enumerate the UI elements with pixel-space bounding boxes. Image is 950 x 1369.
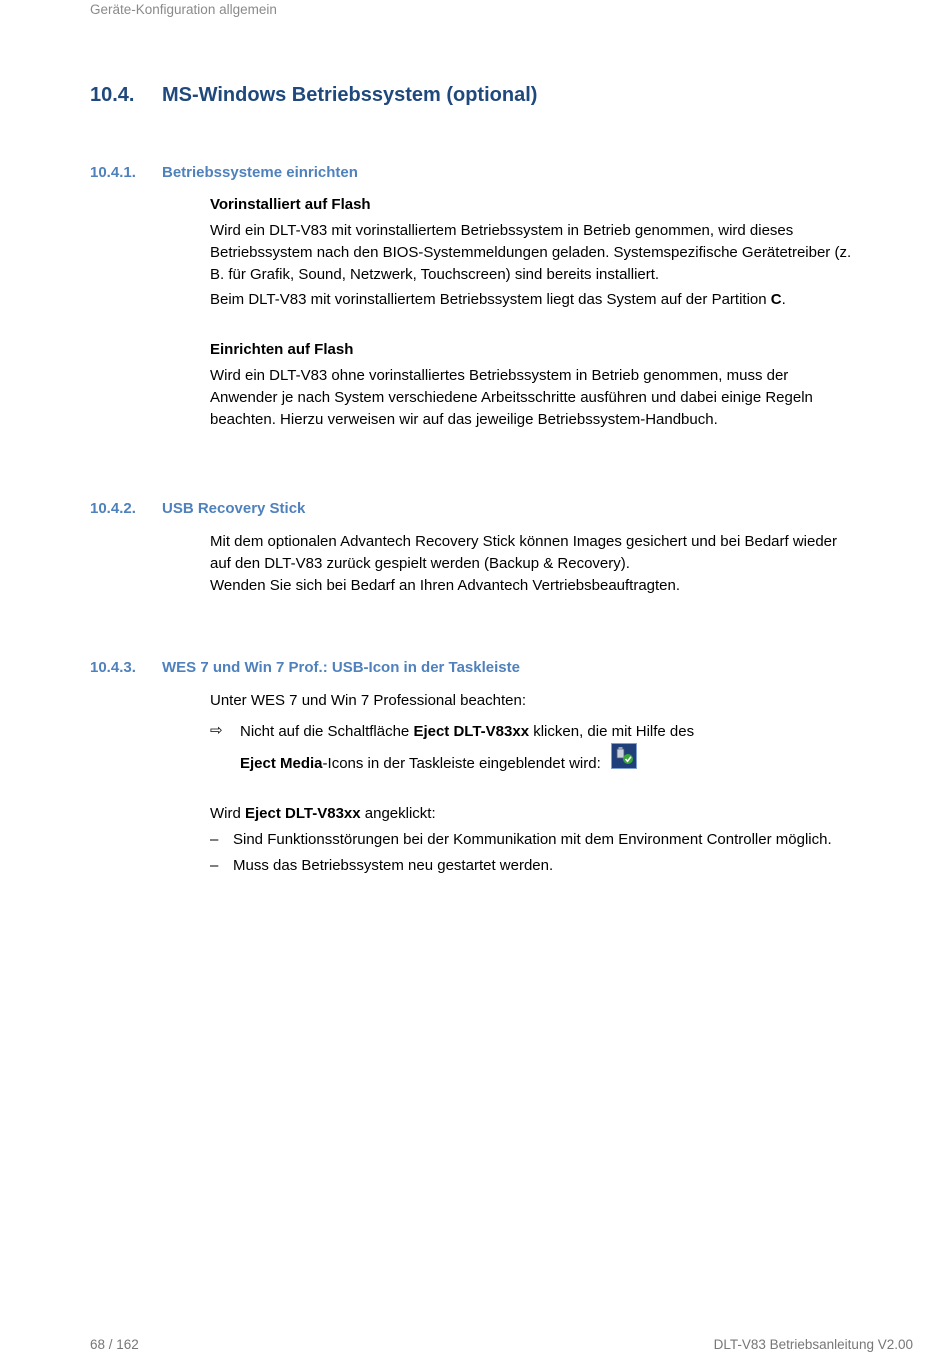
paragraph-line: Anwender je nach System verschiedene Arbeitsschritte ausführen und dabei einige Regeln [210, 389, 813, 406]
section-title: MS-Windows Betriebssystem (optional) [162, 84, 538, 106]
recovery-paragraph [210, 531, 837, 597]
clicked-text: angeklickt: [360, 805, 436, 822]
note-bold: Eject DLT-V83xx [413, 723, 530, 740]
wes-intro: Unter WES 7 und Win 7 Professional beachten: [210, 692, 526, 709]
subsection-title-2: USB Recovery Stick [162, 500, 306, 517]
paragraph-line: beachten. Hierzu verweisen wir auf das jeweilige Betriebssystem-Handbuch. [210, 411, 718, 428]
partition-letter: C [770, 291, 782, 308]
partition-text: Beim DLT-V83 mit vorinstalliertem Betriebssystem liegt das System auf der Partition [210, 291, 771, 308]
paragraph-line: Wird ein DLT-V83 ohne vorinstalliertes Betriebssystem in Betrieb genommen, muss der [210, 367, 789, 384]
list-item: Sind Funktionsstörungen bei der Kommunikation mit dem Environment Controller möglich. [233, 831, 832, 848]
subsection-title-1: Betriebssysteme einrichten [162, 164, 358, 181]
eject-media-icon [611, 743, 637, 769]
page-number: 68 / 162 [90, 1337, 139, 1352]
list-item: Muss das Betriebssystem neu gestartet werden. [233, 857, 554, 874]
clicked-bold: Eject DLT-V83xx [245, 805, 361, 822]
paragraph-line: auf den DLT-V83 zurück gespielt werden (Backup & Recovery). [210, 555, 630, 572]
note-text: -Icons in der Taskleiste eingeblendet wird: [322, 755, 601, 772]
preinstalled-paragraph [210, 220, 851, 286]
setup-paragraph [210, 365, 813, 431]
usb-eject-icon [612, 744, 636, 768]
subsection-title-3: WES 7 und Win 7 Prof.: USB-Icon in der Taskleiste [162, 659, 520, 676]
preinstalled-heading: Vorinstalliert auf Flash [210, 196, 371, 213]
running-header: Geräte-Konfiguration allgemein [90, 2, 277, 17]
dash-bullet: – [210, 857, 219, 874]
partition-end: . [781, 291, 786, 308]
arrow-right-icon: ⇨ [210, 722, 223, 739]
dash-bullet: – [210, 831, 219, 848]
section-number: 10.4. [90, 84, 135, 106]
note-text: Nicht auf die Schaltfläche [240, 723, 414, 740]
clicked-intro [210, 803, 436, 825]
eject-note-line [240, 721, 694, 743]
paragraph-line: Wenden Sie sich bei Bedarf an Ihren Advantech Vertriebsbeauftragten. [210, 577, 681, 594]
subsection-number-3: 10.4.3. [90, 659, 136, 676]
partition-paragraph [210, 289, 786, 311]
eject-media-line [240, 753, 601, 775]
note-bold: Eject Media [240, 755, 323, 772]
subsection-number-1: 10.4.1. [90, 164, 136, 181]
paragraph-line: Betriebssystem nach den BIOS-Systemmeldungen geladen. Systemspezifische Gerätetreiber (z. [210, 244, 852, 261]
clicked-text: Wird [210, 805, 245, 822]
note-text: klicken, die mit Hilfe des [529, 723, 695, 740]
subsection-number-2: 10.4.2. [90, 500, 136, 517]
paragraph-line: Wird ein DLT-V83 mit vorinstalliertem Betriebssystem in Betrieb genommen, wird dieses [210, 222, 794, 239]
paragraph-line: Mit dem optionalen Advantech Recovery Stick können Images gesichert und bei Bedarf wieder [210, 533, 838, 550]
paragraph-line: B. für Grafik, Sound, Netzwerk, Touchscreen) sind bereits installiert. [210, 266, 660, 283]
setup-heading: Einrichten auf Flash [210, 341, 354, 358]
document-title: DLT-V83 Betriebsanleitung V2.00 [713, 1337, 913, 1352]
